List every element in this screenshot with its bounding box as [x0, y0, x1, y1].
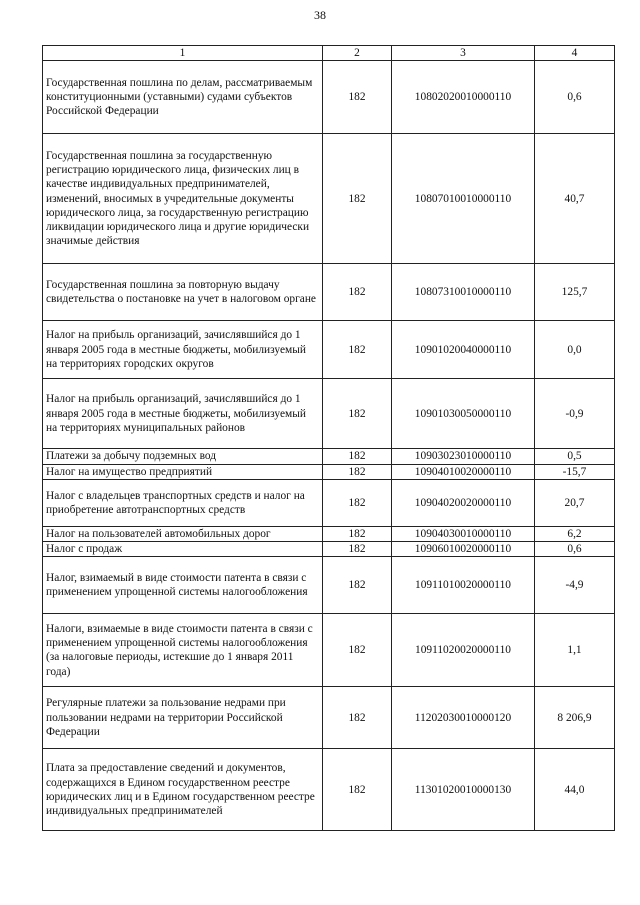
revenue-name: Налог, взимаемый в виде стоимости патента в связи с применением упрощенной системы налогообложения — [43, 557, 323, 614]
table-row — [43, 264, 615, 321]
amount-value: 125,7 — [535, 264, 615, 321]
admin-code: 182 — [323, 542, 392, 557]
budget-classification-code: 10904020020000110 — [392, 479, 535, 526]
amount-value: 40,7 — [535, 134, 615, 264]
revenue-name: Налог на пользователей автомобильных дорог — [43, 526, 323, 541]
amount-value: 8 206,9 — [535, 687, 615, 749]
admin-code: 182 — [323, 614, 392, 687]
table-row — [43, 557, 615, 614]
revenue-name: Налоги, взимаемые в виде стоимости патента в связи с применением упрощенной системы налогообложения (за налоговые периоды, истекшие до 1 января 2011 года) — [43, 614, 323, 687]
table-row — [43, 379, 615, 449]
table-row — [43, 134, 615, 264]
budget-classification-code: 10903023010000110 — [392, 449, 535, 464]
table-row — [43, 479, 615, 526]
budget-classification-code: 10802020010000110 — [392, 61, 535, 134]
admin-code: 182 — [323, 449, 392, 464]
budget-classification-code: 11301020010000130 — [392, 749, 535, 831]
column-header-2: 2 — [323, 46, 392, 61]
revenue-name: Государственная пошлина за повторную выдачу свидетельства о постановке на учет в налоговом органе — [43, 264, 323, 321]
admin-code: 182 — [323, 749, 392, 831]
table-row — [43, 526, 615, 541]
amount-value: 20,7 — [535, 479, 615, 526]
table-header-row — [43, 46, 615, 61]
table-row — [43, 464, 615, 479]
column-header-3: 3 — [392, 46, 535, 61]
admin-code: 182 — [323, 61, 392, 134]
table-row — [43, 61, 615, 134]
budget-classification-code: 10807310010000110 — [392, 264, 535, 321]
admin-code: 182 — [323, 379, 392, 449]
admin-code: 182 — [323, 557, 392, 614]
amount-value: 6,2 — [535, 526, 615, 541]
table-row — [43, 449, 615, 464]
budget-classification-code: 10906010020000110 — [392, 542, 535, 557]
column-header-1: 1 — [43, 46, 323, 61]
budget-classification-code: 10904010020000110 — [392, 464, 535, 479]
budget-classification-code: 10901030050000110 — [392, 379, 535, 449]
budget-classification-code: 10911020020000110 — [392, 614, 535, 687]
revenue-name: Налог с владельцев транспортных средств и налог на приобретение автотранспортных средств — [43, 479, 323, 526]
table-row — [43, 321, 615, 379]
budget-classification-code: 11202030010000120 — [392, 687, 535, 749]
amount-value: 0,5 — [535, 449, 615, 464]
amount-value: 0,6 — [535, 61, 615, 134]
amount-value: -0,9 — [535, 379, 615, 449]
revenue-name: Государственная пошлина по делам, рассматриваемым конституционными (уставными) судами субъектов Российской Федерации — [43, 61, 323, 134]
revenue-name: Платежи за добычу подземных вод — [43, 449, 323, 464]
revenue-name: Регулярные платежи за пользование недрами при пользовании недрами на территории Российской Федерации — [43, 687, 323, 749]
admin-code: 182 — [323, 134, 392, 264]
revenue-name: Налог на прибыль организаций, зачислявшийся до 1 января 2005 года в местные бюджеты, мобилизуемый на территориях городских округов — [43, 321, 323, 379]
budget-classification-code: 10904030010000110 — [392, 526, 535, 541]
amount-value: 0,6 — [535, 542, 615, 557]
amount-value: 44,0 — [535, 749, 615, 831]
revenue-name: Налог на имущество предприятий — [43, 464, 323, 479]
revenue-name: Налог на прибыль организаций, зачислявшийся до 1 января 2005 года в местные бюджеты, мобилизуемый на территориях муниципальных районов — [43, 379, 323, 449]
table-row — [43, 687, 615, 749]
admin-code: 182 — [323, 264, 392, 321]
revenue-name: Государственная пошлина за государственную регистрацию юридического лица, физических лиц в качестве индивидуальных предпринимателей, изменений, вносимых в учредительные документы юридического лица, за государственную регистрацию ликвидации юридического лица и другие юридически значимые действия — [43, 134, 323, 264]
admin-code: 182 — [323, 479, 392, 526]
budget-classification-code: 10807010010000110 — [392, 134, 535, 264]
amount-value: 1,1 — [535, 614, 615, 687]
revenue-name: Налог с продаж — [43, 542, 323, 557]
amount-value: -4,9 — [535, 557, 615, 614]
admin-code: 182 — [323, 321, 392, 379]
table-row — [43, 542, 615, 557]
page-number: 38 — [314, 8, 326, 22]
table-row — [43, 614, 615, 687]
admin-code: 182 — [323, 464, 392, 479]
amount-value: 0,0 — [535, 321, 615, 379]
amount-value: -15,7 — [535, 464, 615, 479]
admin-code: 182 — [323, 687, 392, 749]
table-row — [43, 749, 615, 831]
revenue-name: Плата за предоставление сведений и документов, содержащихся в Едином государственном реестре юридических лиц и в Едином государственном реестре индивидуальных предпринимателей — [43, 749, 323, 831]
column-header-4: 4 — [535, 46, 615, 61]
admin-code: 182 — [323, 526, 392, 541]
budget-classification-code: 10911010020000110 — [392, 557, 535, 614]
budget-classification-code: 10901020040000110 — [392, 321, 535, 379]
budget-revenue-table — [42, 45, 615, 831]
